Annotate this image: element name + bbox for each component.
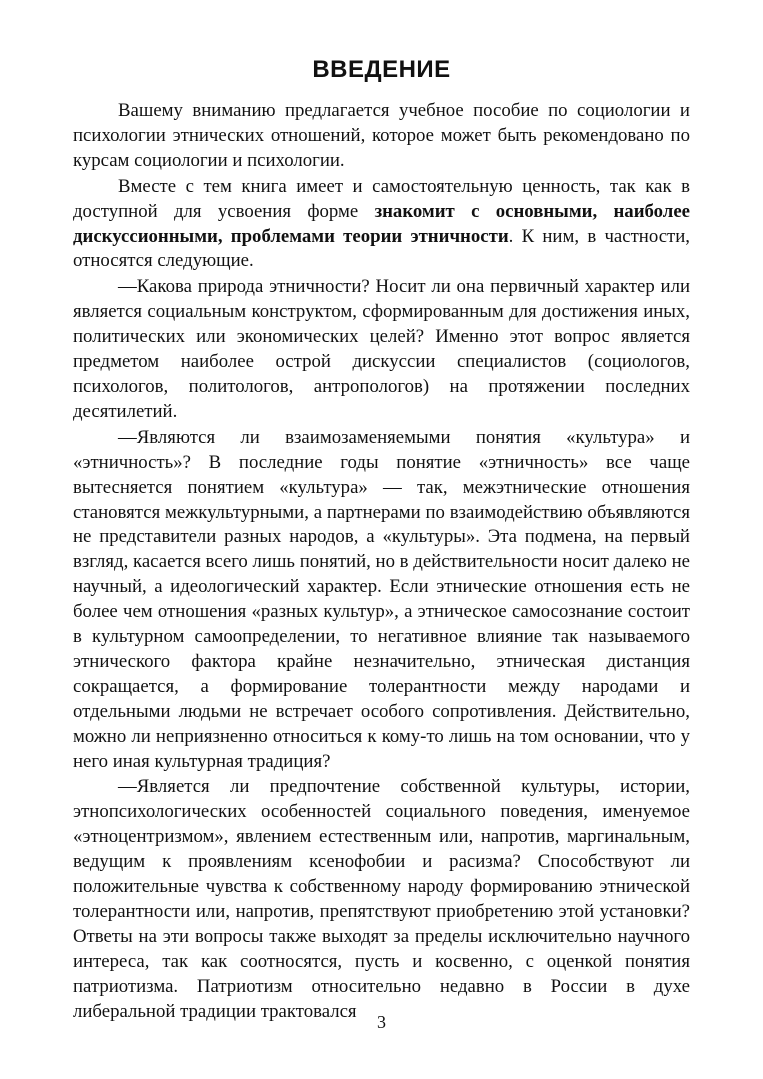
paragraph-value-emphasis: знакомит с основными, наиболее дискуссионными, проблемами теории этничности: [73, 200, 691, 247]
paragraph-value-text-end: . К ним, в частности, относятся следующие.: [73, 225, 690, 272]
page-number: 3: [377, 1012, 386, 1032]
paragraph-value: [73, 175, 690, 275]
page-title: ВВЕДЕНИЕ: [312, 56, 451, 83]
paragraph-value-text-start: Вместе с тем книга имеет и самостоятельную ценность, так как в доступной для усвоения форме: [73, 175, 690, 222]
page-content: [73, 55, 690, 1025]
paragraph-intro: Вашему вниманию предлагается учебное пособие по социологии и психологии этнических отношений, которое может быть рекомендовано по курсам социологии и психологии.: [73, 100, 690, 171]
paragraph-question-nature: —Какова природа этничности? Носит ли она первичный характер или является социальным конструктом, сформированным для достижения иных, политических или экономических целей? Именно этот вопрос является предметом наиболее острой дискуссии специалистов (социологов, психологов, политологов, антропологов) на протяжении последних десятилетий.: [73, 276, 690, 422]
paragraph-question-culture: —Являются ли взаимозаменяемыми понятия «культура» и «этничность»? В последние годы понятие «этничность» все чаще вытесняется понятием «культура» — так, межэтнические отношения становятся межкультурными, а партнерами по взаимодействию объявляются не представители разных народов, а «культуры». Эта подмена, на первый взгляд, касается всего лишь понятий, но в действительности носит далеко не научный, а идеологический характер. Если этнические отношения есть не более чем отношения «разных культур», а этническое самосознание состоит в культурном самоопределении, то негативное влияние так называемого этнического фактора крайне незначительно, этническая дистанция сокращается, а формирование толерантности между народами и отдельными людьми не встречает особого сопротивления. Действительно, можно ли неприязненно относиться к кому-то лишь на том основании, что у него иная культурная традиция?: [73, 426, 690, 772]
paragraph-question-ethnocentrism: —Является ли предпочтение собственной культуры, истории, этнопсихологических особенностей социального поведения, именуемое «этноцентризмом», явлением естественным или, напротив, маргинальным, ведущим к проявлениям ксенофобии и расизма? Способствуют ли положительные чувства к собственному народу формированию этнической толерантности или, напротив, препятствуют приобретению этой установки? Ответы на эти вопросы также выходят за пределы исключительно научного интереса, так как соотносятся, пусть и косвенно, с оценкой понятия патриотизма. Патриотизм относительно недавно в России в духе либеральной традиции трактовался: [73, 776, 690, 1022]
